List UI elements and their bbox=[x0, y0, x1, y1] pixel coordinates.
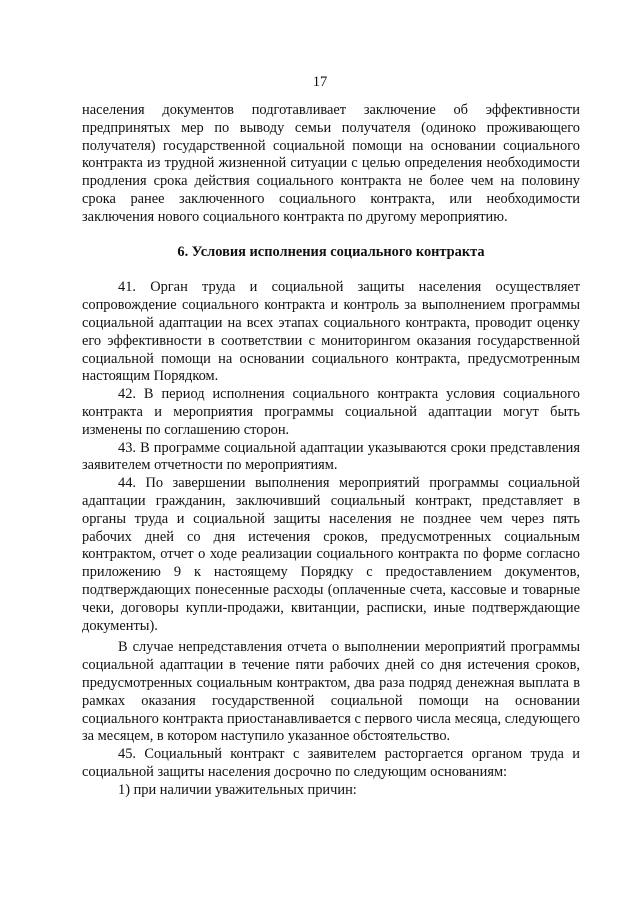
document-body bbox=[82, 102, 580, 799]
paragraph-42: 42. В период исполнения социального контракта условия социального контракта и мероприятия программы социальной адаптации могут быть изменены по соглашению сторон. bbox=[82, 386, 580, 438]
paragraph-41: 41. Орган труда и социальной защиты населения осуществляет сопровождение социального контракта и контроль за выполнением программы социальной адаптации на всех этапах социального контракта, проводит оценку его эффективности в соответствии с мониторингом оказания государственной социальной помощи на основании социального контракта, предусмотренным настоящим Порядком. bbox=[82, 279, 580, 385]
page-number: 17 bbox=[312, 74, 328, 90]
paragraph-45: 45. Социальный контракт с заявителем расторгается органом труда и социальной защиты населения досрочно по следующим основаниям: bbox=[82, 746, 580, 780]
paragraph-continuation: населения документов подготавливает заключение об эффективности предпринятых мер по выводу семьи получателя (одиноко проживающего получателя) государственной социальной помощи на основании социального контракта из трудной жизненной ситуации с целью определения необходимости продления срока действия социального контракта не более чем на половину срока ранее заключенного социального контракта, или необходимости заключения нового социального контракта по другому мероприятию. bbox=[82, 102, 580, 225]
paragraph-43: 43. В программе социальной адаптации указываются сроки представления заявителем отчетности по мероприятиям. bbox=[82, 439, 580, 474]
paragraph-44-continuation: В случае непредставления отчета о выполнении мероприятий программы социальной адаптации в течение пяти рабочих дней со дня истечения сроков, предусмотренных социальным контрактом, два раза подряд денежная выплата в рамках оказания государственной социальной помощи на основании социального контракта приостанавливается с первого числа месяца, следующего за месяцем, в котором наступило указанное обстоятельство. bbox=[82, 639, 580, 745]
section-heading: 6. Условия исполнения социального контракта bbox=[177, 243, 485, 260]
paragraph-45-item-1: 1) при наличии уважительных причин: bbox=[118, 781, 357, 798]
paragraph-44: 44. По завершении выполнения мероприятий программы социальной адаптации гражданин, заключивший социальный контракт, представляет в органы труда и социальной защиты населения не позднее чем через пять рабочих дней со дня истечения сроков, предусмотренных социальным контрактом, отчет о ходе реализации социального контракта по форме согласно приложению 9 к настоящему Порядку с предоставлением документов, подтверждающих понесенные расходы (оплаченные счета, кассовые и товарные чеки, договоры купли-продажи, квитанции, расписки, иные подтверждающие документы). bbox=[82, 475, 580, 634]
